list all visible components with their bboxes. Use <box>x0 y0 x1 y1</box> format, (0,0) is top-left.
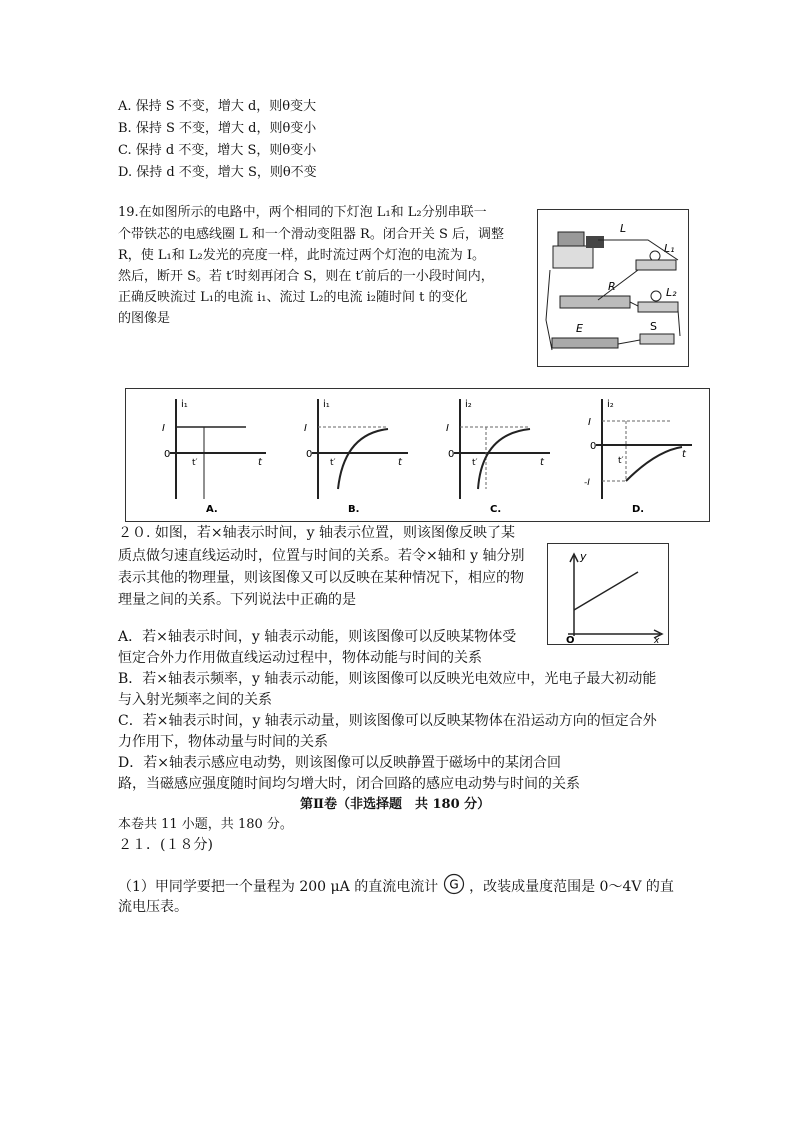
label-R: R <box>608 280 616 293</box>
graph-b-origin: 0 <box>306 449 313 460</box>
graph-c-origin: 0 <box>448 449 455 460</box>
galvanometer-icon <box>443 873 465 901</box>
q19-text-line: R，使 L₁和 L₂发光的亮度一样，此时流过两个灯泡的电流为 I。 <box>118 248 486 263</box>
graph-d-tprime: t′ <box>618 456 624 466</box>
q20-x-label: x <box>654 636 660 644</box>
label-L1: L₁ <box>664 242 675 255</box>
q18-option-b: B. 保持 S 不变，增大 d，则θ变小 <box>118 121 317 136</box>
q19-graphs-figure <box>125 388 710 522</box>
graph-b <box>304 399 408 515</box>
section-2-desc: 本卷共 11 小题，共 180 分。 <box>118 817 293 832</box>
q20-text-line: 质点做匀速直线运动时，位置与时间的关系。若令×轴和 y 轴分别 <box>118 548 525 564</box>
graph-d-I-label: I <box>588 417 591 428</box>
q19-text-line: 的图像是 <box>118 311 171 326</box>
q20-option-d-cont: 路，当磁感应强度随时间均匀增大时，闭合回路的感应电动势与时间的关系 <box>118 776 580 792</box>
graph-c-y-label: i₂ <box>465 399 472 410</box>
q20-option-a-cont: 恒定合外力作用做直线运动过程中，物体动能与时间的关系 <box>118 650 482 666</box>
q20-origin: O <box>566 635 575 644</box>
q20-text-line: ２０. 如图，若×轴表示时间，y 轴表示位置，则该图像反映了某 <box>118 525 515 541</box>
graph-c-I-label: I <box>446 423 449 434</box>
graph-b-t: t <box>398 457 402 468</box>
q21-part1-line <box>118 873 674 901</box>
q21-part1-text-c: 流电压表。 <box>118 899 188 915</box>
q21-part1-text-b: ，改装成量度范围是 0～4V 的直 <box>469 879 674 895</box>
graph-d-origin: 0 <box>590 441 597 452</box>
rheostat <box>560 296 630 308</box>
q18-option-a: A. 保持 S 不变，增大 d，则θ变大 <box>118 99 317 114</box>
battery <box>552 338 618 348</box>
graph-a-label: A. <box>206 504 218 515</box>
graph-b-I-label: I <box>304 423 307 434</box>
q20-option-b: B．若×轴表示频率，y 轴表示动能，则该图像可以反映光电效应中，光电子最大初动能 <box>118 671 657 687</box>
graph-a-origin: 0 <box>164 449 171 460</box>
graph-c-tprime: t′ <box>472 458 478 468</box>
graph-d-t: t <box>682 449 686 460</box>
graph-d-label: D. <box>632 504 645 515</box>
q21-part1-text-a: （1）甲同学要把一个量程为 200 μA 的直流电流计 <box>118 879 439 895</box>
graph-b-label: B. <box>348 504 360 515</box>
graph-a-t: t <box>258 457 262 468</box>
q20-option-c-cont: 力作用下，物体动量与时间的关系 <box>118 734 328 750</box>
q20-text-line: 理量之间的关系。下列说法中正确的是 <box>118 592 356 608</box>
q20-graph-figure <box>547 543 669 645</box>
q19-text-line: 19.在如图所示的电路中，两个相同的下灯泡 L₁和 L₂分别串联一 <box>118 205 487 220</box>
circuit-diagram <box>538 210 688 366</box>
q19-circuit-figure <box>537 209 689 367</box>
graph-b-curve <box>338 429 388 489</box>
q20-option-d: D．若×轴表示感应电动势，则该图像可以反映静置于磁场中的某闭合回 <box>118 755 561 771</box>
graph-d-curve <box>626 447 682 481</box>
q20-option-b-cont: 与入射光频率之间的关系 <box>118 692 272 708</box>
graph-d-negI-label: -I <box>584 478 590 488</box>
q20-option-c: C．若×轴表示时间，y 轴表示动量，则该图像可以反映某物体在沿运动方向的恒定合外 <box>118 713 657 729</box>
graph-a-tprime: t′ <box>192 458 198 468</box>
bulb-l2-base <box>638 302 678 312</box>
label-S: S <box>650 320 657 333</box>
inductor-coil <box>553 246 593 268</box>
section-2-title: 第Ⅱ卷（非选择题 共 180 分） <box>300 797 491 812</box>
graph-c-label: C. <box>490 504 502 515</box>
graph-b-y-label: i₁ <box>323 399 330 410</box>
label-E: E <box>576 322 583 335</box>
graph-c <box>446 399 550 515</box>
q19-text-line: 然后，断开 S。若 t′时刻再闭合 S，则在 t′前后的一小段时间内， <box>118 269 494 284</box>
inductor-top <box>586 236 604 248</box>
graph-d-y-label: i₂ <box>607 399 614 410</box>
graph-b-tprime: t′ <box>330 458 336 468</box>
graph-d <box>584 399 692 515</box>
graphs-svg <box>126 389 709 521</box>
bulb-l2 <box>651 291 661 301</box>
q18-option-d: D. 保持 d 不变，增大 S，则θ不变 <box>118 165 317 180</box>
galvanometer-letter: G <box>448 877 459 892</box>
label-L: L <box>620 222 627 235</box>
q20-graph-svg <box>548 544 668 644</box>
bulb-l1-base <box>636 260 676 270</box>
q21-heading: ２１．(１８分) <box>118 837 213 853</box>
graph-a-y-label: i₁ <box>181 399 188 410</box>
q20-line <box>574 572 638 610</box>
switch <box>640 334 674 344</box>
q20-y-label: y <box>580 550 587 563</box>
q19-text-line: 个带铁芯的电感线圈 L 和一个滑动变阻器 R。闭合开关 S 后，调整 <box>118 227 504 242</box>
graph-c-t: t <box>540 457 544 468</box>
q20-text-line: 表示其他的物理量，则该图像又可以反映在某种情况下，相应的物 <box>118 570 524 586</box>
label-L2: L₂ <box>666 286 677 299</box>
q20-option-a: A．若×轴表示时间，y 轴表示动能，则该图像可以反映某物体受 <box>118 629 517 645</box>
q19-text-line: 正确反映流过 L₁的电流 i₁、流过 L₂的电流 i₂随时间 t 的变化 <box>118 290 468 305</box>
graph-a-I-label: I <box>162 423 165 434</box>
q18-option-c: C. 保持 d 不变，增大 S，则θ变小 <box>118 143 317 158</box>
graph-a <box>162 399 266 515</box>
